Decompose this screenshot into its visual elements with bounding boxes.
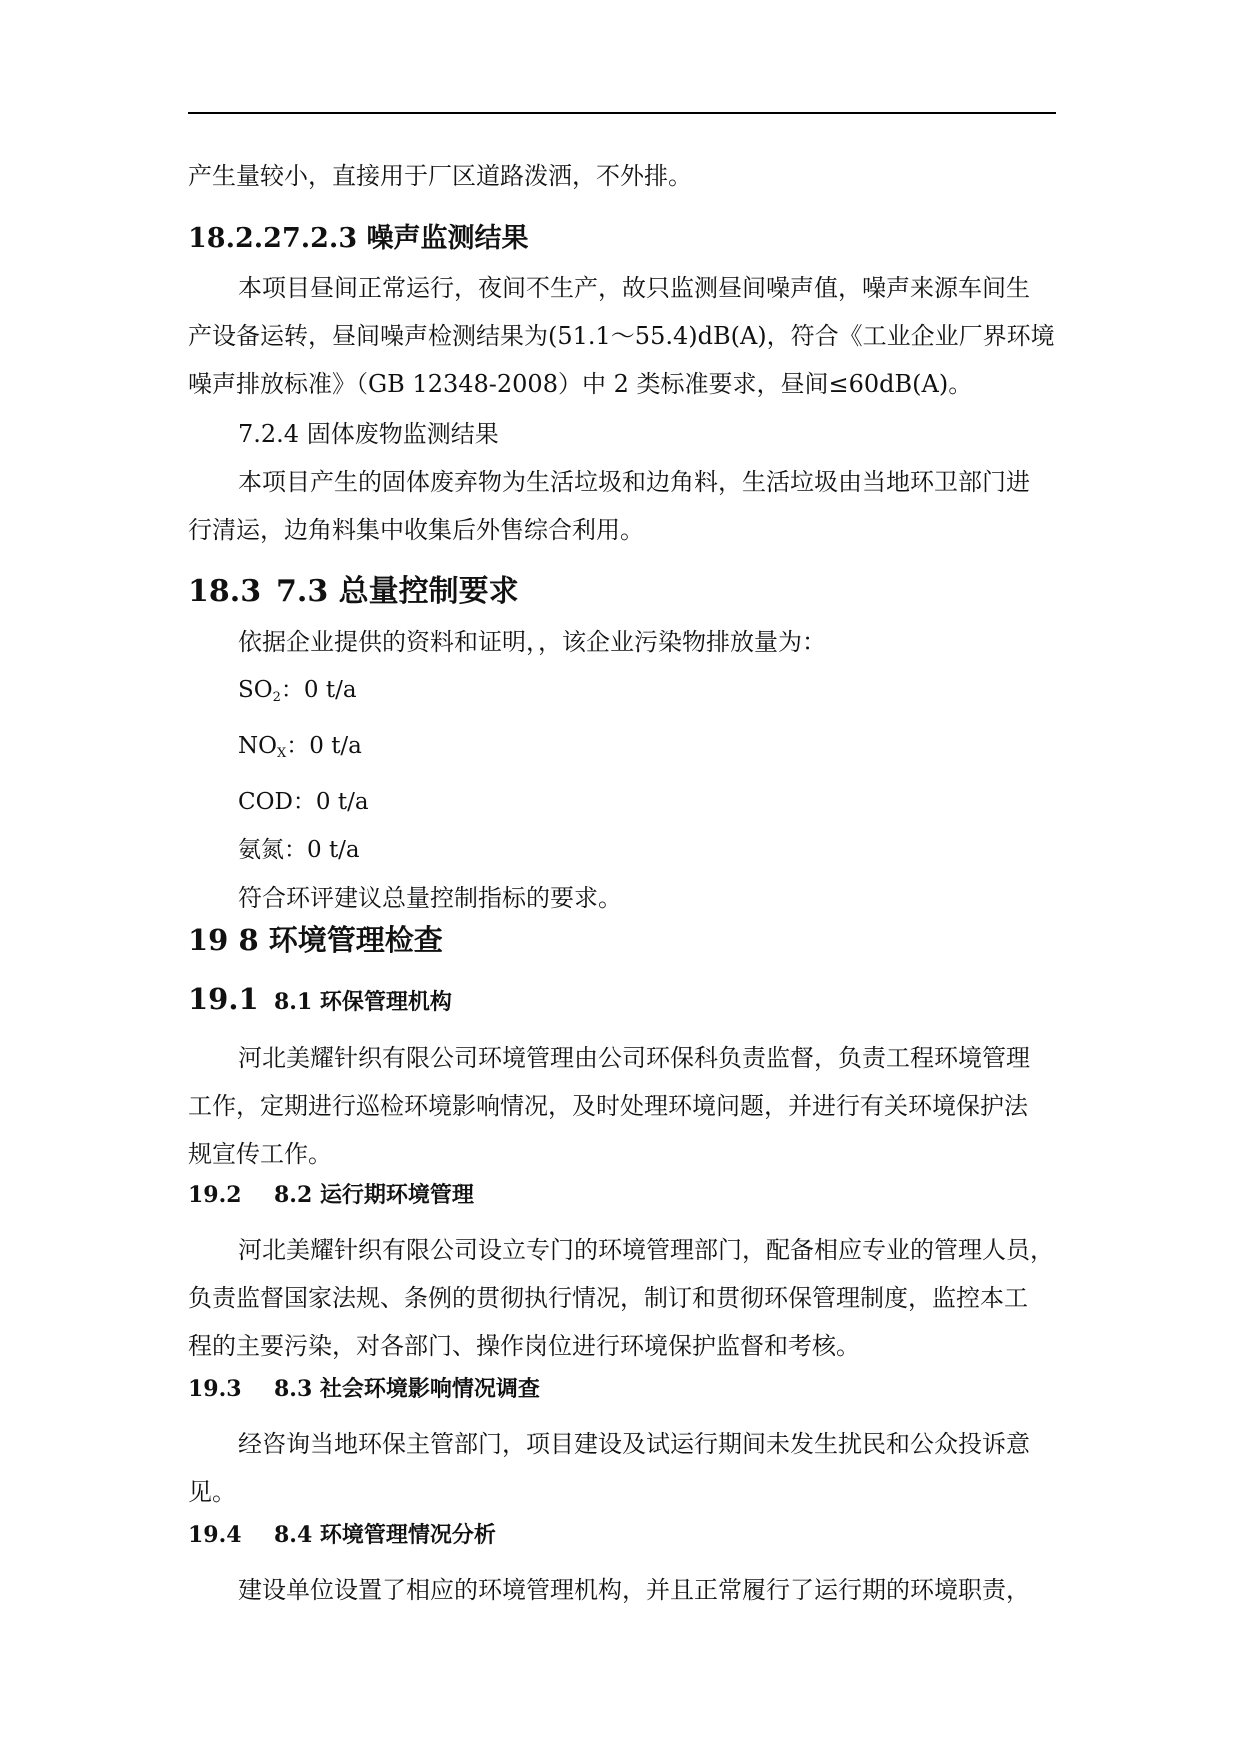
cod-line: COD：0 t/a bbox=[238, 789, 369, 815]
header-rule bbox=[188, 112, 1056, 114]
paragraph-total-control: 依据企业提供的资料和证明，，该企业污染物排放量为： $SO_2$：0 t/a $NO_X$：0 t/a COD：0 t/a 氨氮：0 t/a 符合环评建议总量控制指标的要求。 bbox=[188, 618, 1068, 922]
heading-solid-waste: 7.2.4 固体废物监测结果 bbox=[238, 420, 499, 448]
heading-operation: 19.2 8.2 运行期环境管理 bbox=[188, 1182, 474, 1208]
nox-line: $NO_X$：0 t/a bbox=[238, 733, 362, 761]
paragraph-env-org: 河北美耀针织有限公司环境管理由公司环保科负责监督，负责工程环境管理 工作，定期进行巡检环境影响情况，及时处理环境问题，并进行有关环境保护法 规宣传工作。 bbox=[188, 1044, 1030, 1168]
paragraph-line: 产生量较小，直接用于厂区道路泼洒，不外排。 bbox=[188, 162, 692, 190]
paragraph-noise: 本项目昼间正常运行，夜间不生产，故只监测昼间噪声值，噪声来源车间生 产设备运转，昼间噪声检测结果为(51.1～55.4)dB(A)，符合《工业企业厂界环境 噪声排放标准》（GB 12348-2008）中 2 类标准要求，昼间≤60dB(A)。 bbox=[188, 274, 1055, 398]
paragraph-solid-waste: 本项目产生的固体废弃物为生活垃圾和边角料，生活垃圾由当地环卫部门进 行清运，边角料集中收集后外售综合利用。 bbox=[188, 468, 1030, 544]
heading-noise-results: 18.2.27.2.3 噪声监测结果 bbox=[188, 223, 529, 254]
paragraph-social-impact: 经咨询当地环保主管部门，项目建设及试运行期间未发生扰民和公众投诉意 见。 bbox=[188, 1430, 1030, 1506]
nh3-line: 氨氮：0 t/a bbox=[238, 837, 360, 863]
paragraph-analysis: 建设单位设置了相应的环境管理机构，并且正常履行了运行期的环境职责， bbox=[238, 1576, 1030, 1604]
so2-line: $SO_2$：0 t/a bbox=[238, 677, 357, 705]
heading-analysis: 19.4 8.4 环境管理情况分析 bbox=[188, 1522, 496, 1548]
paragraph-operation: 河北美耀针织有限公司设立专门的环境管理部门，配备相应专业的管理人员， 负责监督国家法规、条例的贯彻执行情况，制订和贯彻环保管理制度，监控本工 程的主要污染，对各部门、操作岗位进行环境保护监督和考核。 bbox=[188, 1236, 1054, 1360]
heading-total-control: 18.3 7.3 总量控制要求 bbox=[188, 574, 519, 609]
heading-social-impact: 19.3 8.3 社会环境影响情况调查 bbox=[188, 1376, 540, 1402]
heading-env-management: 19 8 环境管理检查 bbox=[188, 923, 443, 957]
heading-env-org: 19.1 8.1 环保管理机构 bbox=[188, 982, 452, 1016]
